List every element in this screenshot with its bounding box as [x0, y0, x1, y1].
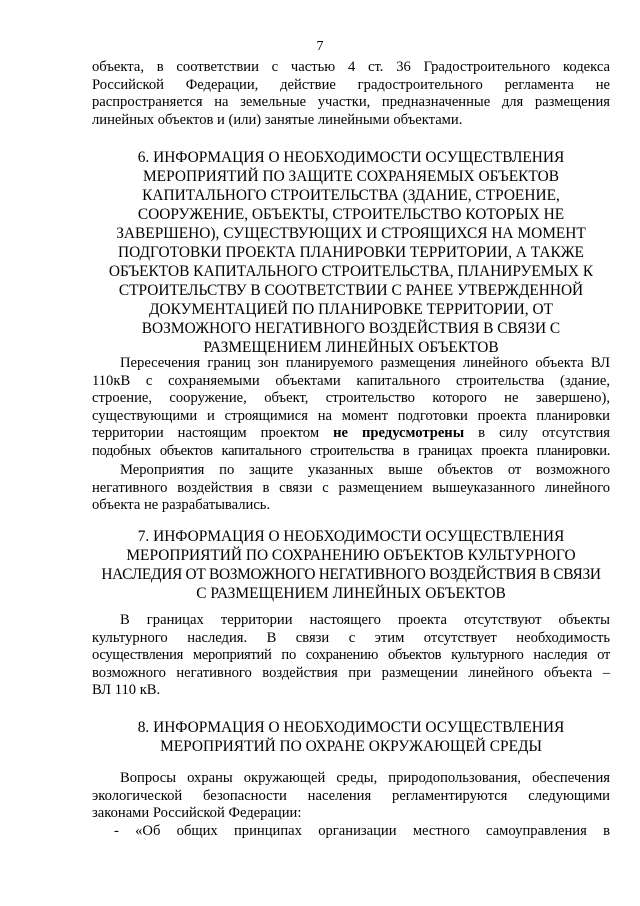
- text-line: [92, 425, 610, 443]
- text-line: объекта, в соответствии с частью 4 ст. 36 Градостроительного кодекса: [92, 59, 610, 75]
- text-line: 110кВ с сохраняемыми объектами капитального строительства (здание,: [92, 372, 610, 389]
- text-line: существующими и строящимися на момент подготовки проекта планировки: [92, 407, 610, 424]
- text-line: распространяется на земельные участки, предназначенные для размещения: [92, 94, 610, 110]
- section-7-heading: [92, 527, 610, 603]
- text-fragment: территории настоящим проектом: [92, 425, 320, 441]
- section-8-paragraph: [92, 770, 610, 840]
- page-number: 7: [316, 39, 324, 54]
- section-6-paragraph-1: [92, 355, 610, 460]
- heading-line: СООРУЖЕНИЕ, ОБЪЕКТЫ, СТРОИТЕЛЬСТВО КОТОРЫХ НЕ: [137, 206, 565, 223]
- text-line: подобных объектов капитального строительства в границах проекта планировки.: [92, 442, 610, 459]
- heading-line: МЕРОПРИЯТИЙ ПО СОХРАНЕНИЮ ОБЪЕКТОВ КУЛЬТУРНОГО: [126, 547, 576, 564]
- text-line: законами Российской Федерации:: [92, 805, 302, 821]
- text-line: строение, сооружение, объект, строительство которого не завершено),: [92, 390, 610, 406]
- heading-line: С РАЗМЕЩЕНИЕМ ЛИНЕЙНЫХ ОБЪЕКТОВ: [196, 585, 506, 602]
- heading-line: 7. ИНФОРМАЦИЯ О НЕОБХОДИМОСТИ ОСУЩЕСТВЛЕНИЯ: [137, 528, 565, 545]
- text-line: экологической безопасности населения регламентируются следующими: [92, 787, 610, 804]
- intro-paragraph: [92, 59, 610, 129]
- text-line: Российской Федерации, действие градостроительного регламента не: [92, 76, 610, 93]
- section-7-paragraph: [92, 612, 610, 700]
- text-line: В границах территории настоящего проекта отсутствуют объекты: [120, 612, 610, 628]
- text-line: осуществления мероприятий по сохранению объектов культурного наследия от: [92, 647, 610, 663]
- text-fragment: в силу отсутствия: [478, 425, 611, 441]
- heading-line: СТРОИТЕЛЬСТВУ В СООТВЕТСТВИИ С РАНЕЕ УТВЕРЖДЕННОЙ: [118, 282, 584, 299]
- heading-line: РАЗМЕЩЕНИЕМ ЛИНЕЙНЫХ ОБЪЕКТОВ: [203, 339, 499, 356]
- bold-phrase: не предусмотрены: [333, 425, 465, 441]
- heading-line: МЕРОПРИЯТИЙ ПО ОХРАНЕ ОКРУЖАЮЩЕЙ СРЕДЫ: [160, 738, 542, 755]
- text-line: Мероприятия по защите указанных выше объектов от возможного: [120, 462, 610, 478]
- heading-line: ДОКУМЕНТАЦИЕЙ ПО ПЛАНИРОВКЕ ТЕРРИТОРИИ, ОТ: [149, 301, 553, 318]
- heading-line: 6. ИНФОРМАЦИЯ О НЕОБХОДИМОСТИ ОСУЩЕСТВЛЕНИЯ: [137, 149, 565, 166]
- heading-line: ЗАВЕРШЕНО), СУЩЕСТВУЮЩИХ И СТРОЯЩИХСЯ НА МОМЕНТ: [116, 225, 586, 242]
- text-line: ВЛ 110 кВ.: [92, 682, 161, 698]
- heading-line: 8. ИНФОРМАЦИЯ О НЕОБХОДИМОСТИ ОСУЩЕСТВЛЕНИЯ: [137, 719, 565, 736]
- section-8-heading: [92, 718, 610, 756]
- heading-line: ВОЗМОЖНОГО НЕГАТИВНОГО ВОЗДЕЙСТВИЯ В СВЯЗИ С: [141, 320, 561, 337]
- section-6-paragraph-2: [92, 462, 610, 515]
- heading-line: ПОДГОТОВКИ ПРОЕКТА ПЛАНИРОВКИ ТЕРРИТОРИИ, А ТАКЖЕ: [118, 244, 584, 261]
- heading-line: ОБЪЕКТОВ КАПИТАЛЬНОГО СТРОИТЕЛЬСТВА, ПЛАНИРУЕМЫХ К: [108, 263, 594, 280]
- text-line: негативного воздействия в связи с размещением вышеуказанного линейного: [92, 479, 610, 496]
- heading-line: МЕРОПРИЯТИЙ ПО ЗАЩИТЕ СОХРАНЯЕМЫХ ОБЪЕКТОВ: [143, 168, 559, 185]
- heading-line: НАСЛЕДИЯ ОТ ВОЗМОЖНОГО НЕГАТИВНОГО ВОЗДЕЙСТВИЯ В СВЯЗИ: [101, 566, 601, 583]
- text-line: Вопросы охраны окружающей среды, природопользования, обеспечения: [120, 770, 610, 786]
- section-6-heading: [92, 148, 610, 357]
- text-line: культурного наследия. В связи с этим отсутствует необходимость: [92, 629, 610, 646]
- heading-line: КАПИТАЛЬНОГО СТРОИТЕЛЬСТВА (ЗДАНИЕ, СТРОЕНИЕ,: [142, 187, 560, 204]
- text-line: Пересечения границ зон планируемого размещения линейного объекта ВЛ: [120, 355, 610, 371]
- text-line: линейных объектов и (или) занятые линейными объектами.: [92, 111, 463, 128]
- list-item: - «Об общих принципах организации местного самоуправления в: [114, 822, 610, 839]
- text-line: возможного негативного воздействия при размещении линейного объекта –: [92, 664, 610, 681]
- text-line: объекта не разрабатывались.: [92, 497, 271, 513]
